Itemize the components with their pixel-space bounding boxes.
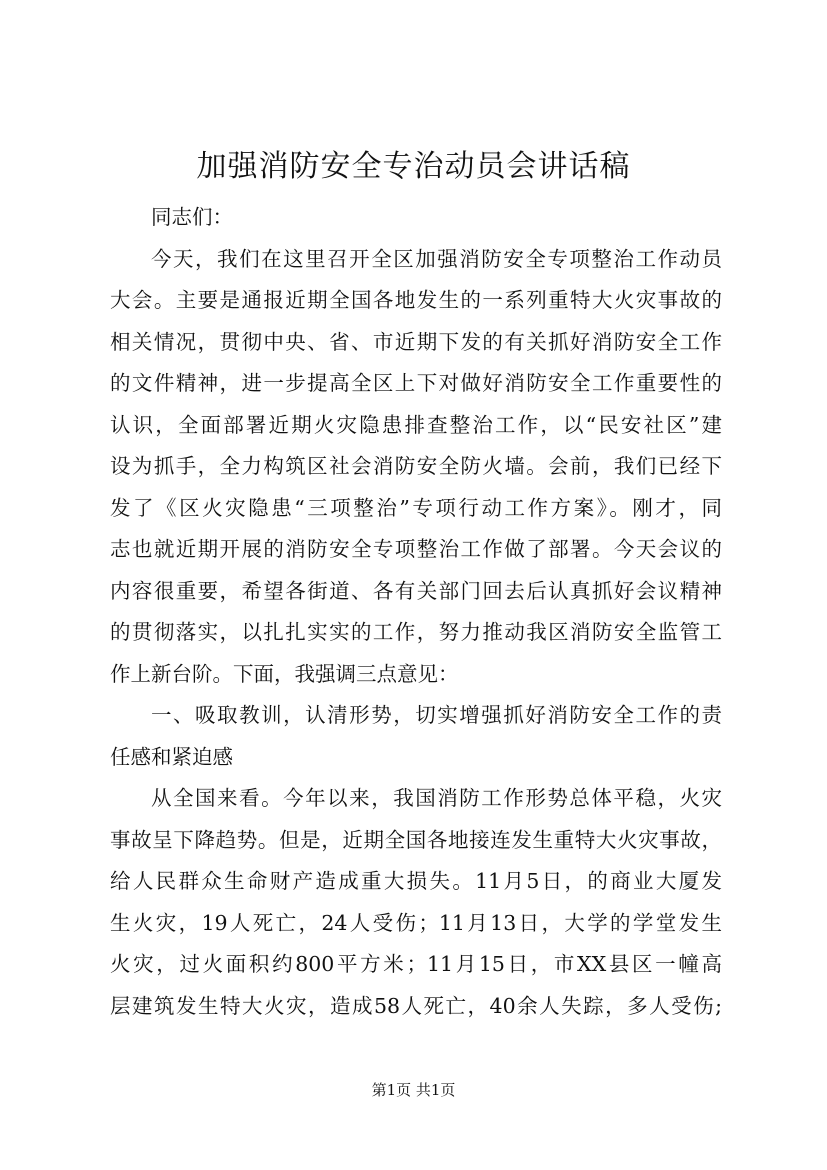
text-line: 设为抓手，全力构筑区社会消防安全防火墙。会前，我们已经下 [110, 454, 722, 478]
text-line: 今天，我们在这里召开全区加强消防安全专项整治工作动员 [151, 246, 722, 271]
text-line: 事故呈下降趋势。但是，近期全国各地接连发生重特大火灾事故， [110, 827, 722, 852]
text-line: 的文件精神，进一步提高全区上下对做好消防安全工作重要性的 [110, 371, 722, 395]
text-line: 的贯彻落实，以扎扎实实的工作，努力推动我区消防安全监管工 [110, 620, 722, 644]
document-title: 加强消防安全专治动员会讲话稿 [196, 149, 631, 184]
text-line: 大会。主要是通报近期全国各地发生的一系列重特大火灾事故的 [110, 288, 722, 312]
text-line: 发了《区火灾隐患“三项整治”专项行动工作方案》。刚才，同 [110, 495, 722, 520]
text-line: 内容很重要，希望各街道、各有关部门回去后认真抓好会议精神 [110, 578, 722, 603]
text-line: 层建筑发生特大火灾，造成58人死亡，40余人失踪，多人受伤; [110, 993, 722, 1018]
text-line: 作上新台阶。下面，我强调三点意见： [110, 661, 459, 686]
page-footer: 第1页 共1页 [371, 1081, 456, 1099]
text-line: 给人民群众生命财产造成重大损失。11月5日，的商业大厦发 [110, 869, 722, 893]
text-line: 认识，全面部署近期火灾隐患排查整治工作，以“民安社区”建 [110, 412, 722, 437]
text-line: 同志们： [151, 205, 233, 229]
text-line: 火灾，过火面积约800平方米；11月15日，市XX县区一幢高 [110, 952, 722, 976]
document-body [110, 197, 722, 1027]
section-heading-line: 任感和紧迫感 [110, 744, 233, 769]
text-line: 从全国来看。今年以来，我国消防工作形势总体平稳，火灾 [151, 786, 722, 810]
text-line: 志也就近期开展的消防安全专项整治工作做了部署。今天会议的 [110, 537, 722, 561]
text-line: 相关情况，贯彻中央、省、市近期下发的有关抓好消防安全工作 [110, 329, 722, 354]
section-heading-line: 一、吸取教训，认清形势，切实增强抓好消防安全工作的责 [151, 703, 722, 727]
text-line: 生火灾，19人死亡，24人受伤；11月13日，大学的学堂发生 [110, 910, 722, 935]
